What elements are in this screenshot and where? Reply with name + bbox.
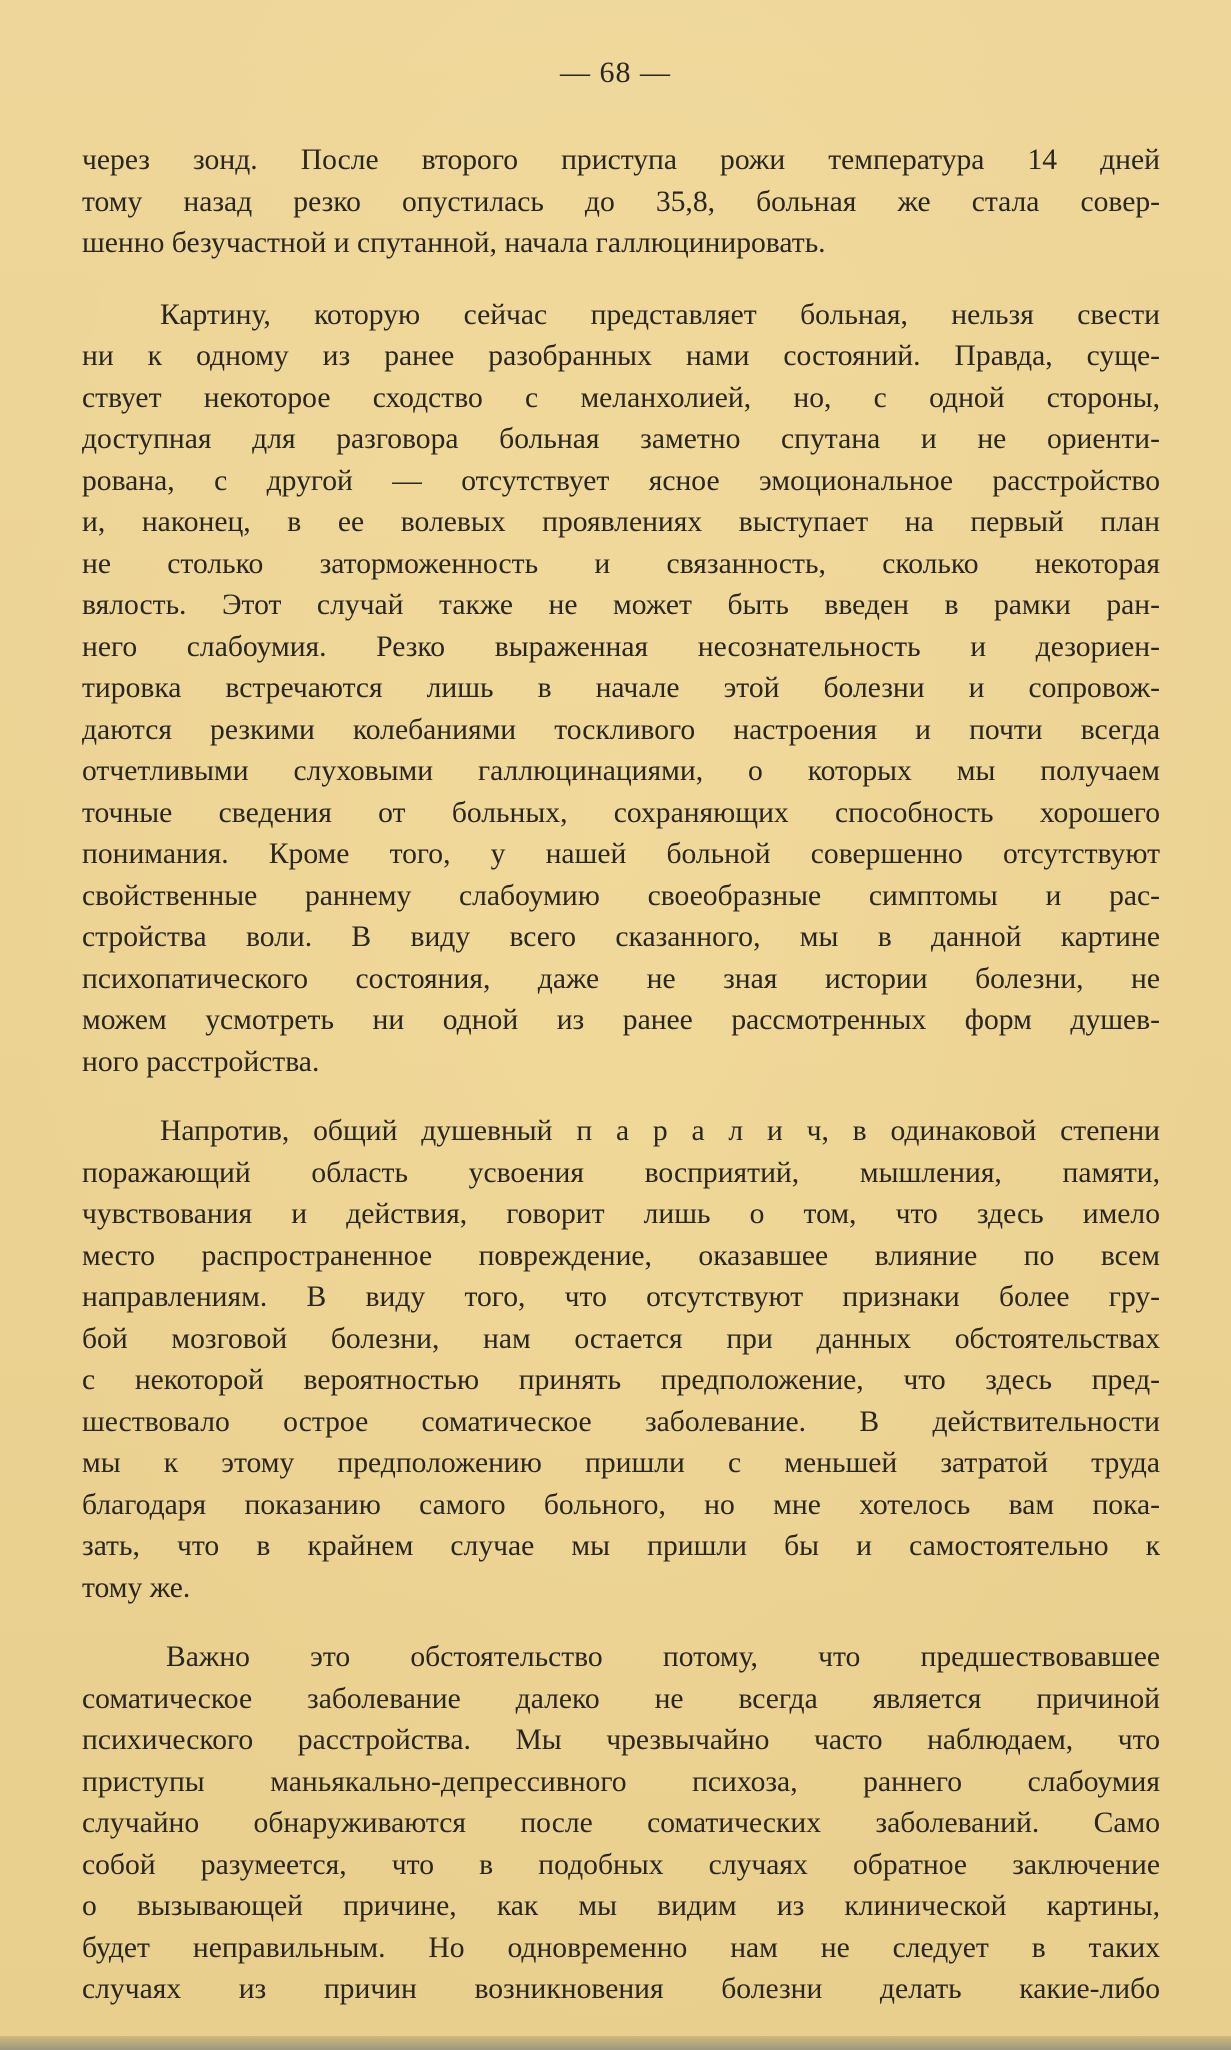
paragraph-4 bbox=[82, 1637, 1160, 2011]
text-line: тому же. bbox=[82, 1571, 191, 1604]
text-line: случаях из причин возникновения болезни делать какие-либо bbox=[82, 1973, 1160, 2005]
paragraph-2 bbox=[82, 295, 1160, 1084]
text-line: Важно это обстоятельство потому, что предшествовавшее bbox=[166, 1641, 1160, 1673]
text-line: отчетливыми слуховыми галлюцинациями, о которых мы получаем bbox=[82, 755, 1160, 787]
text-line: ни к одному из ранее разобранных нами состояний. Правда, суще- bbox=[82, 340, 1160, 372]
text-line: мы к этому предположению пришли с меньшей затратой труда bbox=[82, 1447, 1160, 1479]
text-line: психопатического состояния, даже не зная истории болезни, не bbox=[82, 962, 1160, 995]
text-line: свойственные раннему слабоумию своеобразные симптомы и рас- bbox=[82, 879, 1160, 912]
text-line: шествовало острое соматическое заболевание. В действительности bbox=[82, 1405, 1160, 1438]
text-line: Напротив, общий душевный п а р а л и ч, в одинаковой степени bbox=[160, 1115, 1160, 1147]
text-line: стройства воли. В виду всего сказанного, мы в данной картине bbox=[82, 921, 1160, 953]
text-column bbox=[82, 140, 1160, 2011]
text-line: доступная для разговора больная заметно спутана и не ориенти- bbox=[82, 423, 1160, 455]
text-line: с некоторой вероятностью принять предположение, что здесь пред- bbox=[82, 1364, 1160, 1396]
text-line: вялость. Этот случай также не может быть введен в рамки ран- bbox=[82, 589, 1160, 621]
paragraph-3 bbox=[82, 1111, 1160, 1609]
text-line: ного расстройства. bbox=[82, 1045, 320, 1078]
text-line: приступы маньякально-депрессивного психоза, раннего слабоумия bbox=[82, 1765, 1160, 1798]
text-line: даются резкими колебаниями тоскливого настроения и почти всегда bbox=[82, 713, 1160, 746]
text-line: будет неправильным. Но одновременно нам не следует в таких bbox=[82, 1931, 1160, 1964]
text-line: можем усмотреть ни одной из ранее рассмотренных форм душев- bbox=[82, 1004, 1160, 1036]
text-line: направлениям. В виду того, что отсутствуют признаки более гру- bbox=[82, 1281, 1160, 1313]
paragraph-1 bbox=[82, 140, 1160, 265]
text-line: тировка встречаются лишь в начале этой болезни и сопровож- bbox=[82, 672, 1160, 704]
text-line: понимания. Кроме того, у нашей больной совершенно отсутствуют bbox=[82, 838, 1160, 870]
text-line: чувствования и действия, говорит лишь о том, что здесь имело bbox=[82, 1198, 1160, 1230]
text-line: психического расстройства. Мы чрезвычайно часто наблюдаем, что bbox=[82, 1724, 1160, 1756]
text-line: собой разумеется, что в подобных случаях обратное заключение bbox=[82, 1848, 1160, 1881]
text-line: Картину, которую сейчас представляет больная, нельзя свести bbox=[160, 298, 1160, 331]
text-line: через зонд. После второго приступа рожи температура 14 дней bbox=[82, 144, 1160, 176]
text-line: рована, с другой — отсутствует ясное эмоциональное расстройство bbox=[82, 464, 1160, 497]
text-line: не столько заторможенность и связанность, сколько некоторая bbox=[82, 547, 1160, 580]
text-line: шенно безучастной и спутанной, начала галлюцинировать. bbox=[82, 227, 826, 259]
page-bottom-edge bbox=[0, 2036, 1231, 2050]
text-line: соматическое заболевание далеко не всегда является причиной bbox=[82, 1682, 1160, 1715]
text-line: тому назад резко опустилась до 35,8, больная же стала совер- bbox=[82, 185, 1160, 218]
text-line: о вызывающей причине, как мы видим из клинической картины, bbox=[82, 1890, 1160, 1922]
text-line: и, наконец, в ее волевых проявлениях выступает на первый план bbox=[82, 506, 1160, 538]
text-line: поражающий область усвоения восприятий, мышления, памяти, bbox=[82, 1156, 1160, 1189]
text-line: случайно обнаруживаются после соматических заболеваний. Само bbox=[82, 1807, 1160, 1839]
text-line: точные сведения от больных, сохраняющих способность хорошего bbox=[82, 796, 1160, 829]
text-line: ствует некоторое сходство с меланхолией, но, с одной стороны, bbox=[82, 381, 1160, 414]
text-line: зать, что в крайнем случае мы пришли бы и самостоятельно к bbox=[82, 1530, 1160, 1562]
text-line: него слабоумия. Резко выраженная несознательность и дезориен- bbox=[82, 630, 1160, 663]
text-line: благодаря показанию самого больного, но мне хотелось вам пока- bbox=[82, 1488, 1160, 1521]
text-line: место распространенное повреждение, оказавшее влияние по всем bbox=[82, 1239, 1160, 1272]
text-line: бой мозговой болезни, нам остается при данных обстоятельствах bbox=[82, 1322, 1160, 1355]
page-number: — 68 — bbox=[560, 56, 671, 89]
